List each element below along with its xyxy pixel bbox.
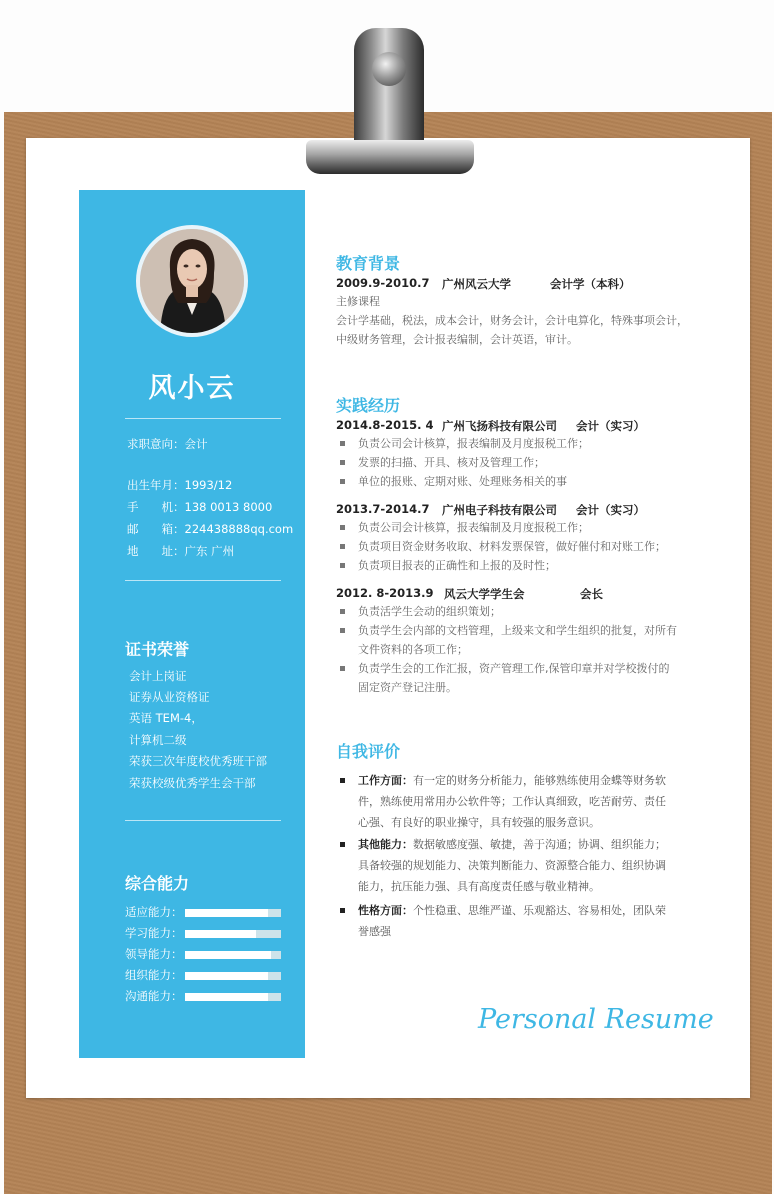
skill-bar <box>185 972 281 980</box>
skill-bar <box>185 909 281 917</box>
certificate-item: 会计上岗证 <box>129 669 187 683</box>
self-eval-item <box>340 900 675 944</box>
skill-label: 组织能力： <box>125 968 183 982</box>
skills-title: 综合能力 <box>125 874 190 893</box>
job-header <box>336 418 645 433</box>
certificate-item: 证券从业资格证 <box>129 690 210 704</box>
skill-bar <box>185 993 281 1001</box>
skill-row <box>125 967 183 987</box>
binder-clip-base <box>306 140 474 174</box>
education-row <box>336 276 631 291</box>
contact-row <box>127 496 272 518</box>
self-eval-label: 其他能力： <box>358 838 413 851</box>
skill-row <box>125 925 183 945</box>
job-period: 2012. 8-2013.9 <box>336 586 434 600</box>
skill-label: 适应能力： <box>125 905 183 919</box>
skill-bar-fill <box>185 909 268 917</box>
binder-clip-hole <box>372 52 406 86</box>
skill-label: 沟通能力： <box>125 989 183 1003</box>
job-bullet-text: 固定资产登记注册。 <box>358 681 457 694</box>
contact-label: 手 机： <box>127 500 185 514</box>
contact-value: 224438888qq.com <box>184 522 294 536</box>
job-header <box>336 502 645 517</box>
self-eval-label: 性格方面： <box>358 904 413 917</box>
job-bullet-text: 负责学生会的工作汇报，资产管理工作,保管印章并对学校拨付的 <box>358 662 670 675</box>
self-eval-text: 数据敏感度强、敏捷，善于沟通；协调、组织能力；具备较强的规划能力、决策判断能力、资源整合能力、组织协调能力，抗压能力强、具有高度责任感与敬业精神。 <box>358 838 666 893</box>
certificate-item: 荣获三次年度校优秀班干部 <box>129 754 267 768</box>
contact-row <box>127 540 234 562</box>
self-eval-text: 有一定的财务分析能力，能够熟练使用金蝶等财务软件，熟练使用常用办公软件等；工作认真细致，吃苦耐劳、责任心强、有良好的职业操守，具有较强的服务意识。 <box>358 774 666 829</box>
signature-text: Personal Resume <box>478 1004 714 1035</box>
skill-bar-fill <box>185 993 268 1001</box>
job-company: 广州电子科技有限公司 <box>442 503 557 517</box>
resume-sidebar <box>79 190 305 1058</box>
certificate-item: 荣获校级优秀学生会干部 <box>129 776 256 790</box>
skill-label: 学习能力： <box>125 926 183 940</box>
contact-row <box>127 518 293 540</box>
job-period: 2013.7-2014.7 <box>336 502 430 516</box>
courses-text: 会计学基础，税法，成本会计，财务会计，会计电算化，特殊事项会计， <box>336 314 688 327</box>
job-bullet-text: 负责公司会计核算，报表编制及月度报税工作； <box>358 437 589 450</box>
job-bullet-text: 发票的扫描、开具、核对及管理工作； <box>358 456 545 469</box>
job-role: 会计（实习） <box>576 503 645 517</box>
contact-label: 地 址： <box>127 544 185 558</box>
courses-text: 中级财务管理，会计报表编制，会计英语，审计。 <box>336 333 578 346</box>
job-bullet-text: 负责项目报表的正确性和上报的及时性； <box>358 559 556 572</box>
job-bullet-text: 负责活学生会动的组织策划； <box>358 605 501 618</box>
job-bullet-text: 负责公司会计核算，报表编制及月度报税工作； <box>358 521 589 534</box>
self-eval-item <box>340 834 675 898</box>
skill-row <box>125 988 183 1008</box>
intent-row <box>127 433 208 455</box>
job-company: 广州飞扬科技有限公司 <box>442 419 557 433</box>
education-school: 广州风云大学 <box>442 277 511 291</box>
skill-row <box>125 946 183 966</box>
contact-label: 邮 箱： <box>127 522 185 536</box>
divider <box>125 418 281 419</box>
intent-label: 求职意向： <box>127 437 185 451</box>
job-company: 风云大学学生会 <box>444 587 525 601</box>
intent-value: 会计 <box>184 437 208 451</box>
skill-bar <box>185 930 281 938</box>
contact-value: 广东 广州 <box>184 544 235 558</box>
skill-bar <box>185 951 281 959</box>
job-role: 会长 <box>580 587 603 601</box>
contact-row <box>127 474 232 496</box>
avatar <box>136 225 248 337</box>
experience-title: 实践经历 <box>336 396 401 415</box>
self-eval-text: 个性稳重、思维严谨、乐观豁达、容易相处，团队荣誉感强 <box>358 904 666 938</box>
job-bullet-text: 负责学生会内部的文档管理，上级来文和学生组织的批复，对所有 <box>358 624 677 637</box>
self-eval-item <box>340 770 675 834</box>
skill-bar-fill <box>185 951 271 959</box>
job-bullet-text: 文件资料的各项工作； <box>358 643 468 656</box>
courses-label: 主修课程 <box>336 295 380 308</box>
contact-value: 138 0013 8000 <box>184 500 273 514</box>
skill-label: 领导能力： <box>125 947 183 961</box>
certificate-item: 计算机二级 <box>129 733 187 747</box>
skill-bar-fill <box>185 930 256 938</box>
job-bullet-text: 负责项目资金财务收取、材料发票保管，做好催付和对账工作； <box>358 540 666 553</box>
education-title: 教育背景 <box>336 254 401 273</box>
education-major: 会计学（本科） <box>550 277 631 291</box>
job-period: 2014.8-2015. 4 <box>336 418 434 432</box>
bullet-square-icon <box>340 778 345 783</box>
bullet-square-icon <box>340 842 345 847</box>
divider <box>125 580 281 581</box>
job-header <box>336 586 603 601</box>
binder-clip-icon <box>354 28 424 152</box>
skill-row <box>125 904 183 924</box>
contact-label: 出生年月： <box>127 478 185 492</box>
job-bullet-text: 单位的报账、定期对账、处理账务相关的事 <box>358 475 567 488</box>
job-role: 会计（实习） <box>576 419 645 433</box>
divider <box>125 820 281 821</box>
skill-bar-fill <box>185 972 268 980</box>
candidate-name: 风小云 <box>148 373 236 404</box>
self-eval-title: 自我评价 <box>336 742 401 761</box>
self-eval-label: 工作方面： <box>358 774 413 787</box>
education-period: 2009.9-2010.7 <box>336 276 430 290</box>
certificate-item: 英语 TEM-4， <box>129 711 203 725</box>
contact-value: 1993/12 <box>184 478 233 492</box>
bullet-square-icon <box>340 908 345 913</box>
portrait-icon <box>140 229 244 333</box>
certificates-title: 证书荣誉 <box>125 640 190 659</box>
